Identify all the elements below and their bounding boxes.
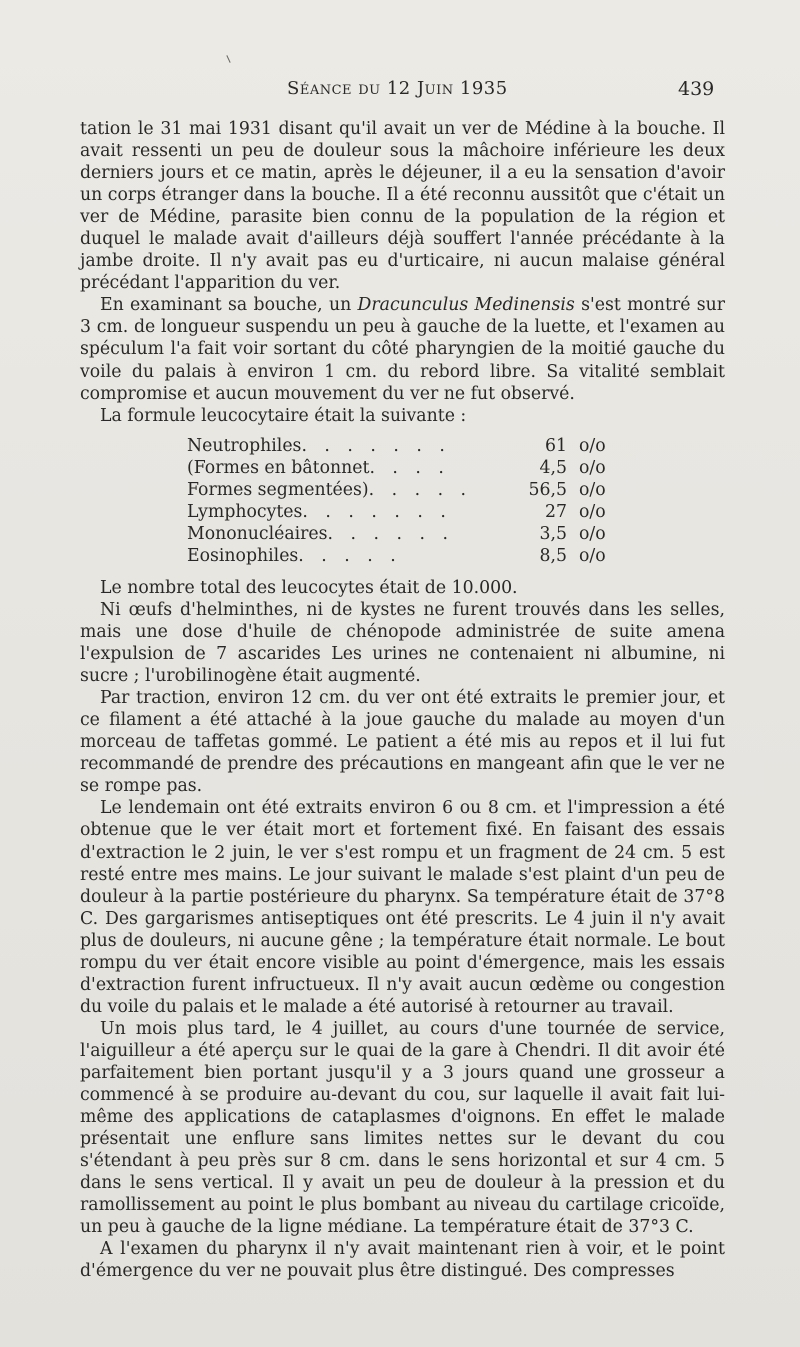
leader-dots: . . . . [369,457,450,478]
formula-unit: o/o [579,523,606,544]
page-number: 439 [678,78,715,100]
formula-label [187,523,497,545]
formula-label [187,435,497,457]
formula-label [187,501,497,523]
formula-value: 3,5 [539,523,567,544]
formula-label [187,545,497,567]
leader-dots: . . . . . . [327,523,454,544]
formula-label [187,479,497,501]
formula-value: 27 [545,501,567,522]
formula-label-text: Formes segmentées) [187,479,369,500]
table-row [187,523,725,545]
formula-label-text: Neutrophiles [187,435,302,456]
table-row [187,435,725,457]
formula-label-text: Mononucléaires [187,523,328,544]
formula-value: 8,5 [539,545,567,566]
leader-dots: . . . . . [368,479,473,500]
paragraph: A l'examen du pharynx il n'y avait maintenant rien à voir, et le point d'émergence du ver ne pouvait plus être distingué. Des compresses [80,1239,725,1282]
formula-unit: o/o [579,545,606,566]
table-row [187,545,725,567]
formula-label-text: Eosinophiles [187,545,299,566]
species-name: Dracunculus Medinensis [357,295,575,316]
paragraph: Ni œufs d'helminthes, ni de kystes ne furent trouvés dans les selles, mais une dose d'huile de chénopode administrée de suite amena l'expulsion de 7 ascarides Les urines ne contenaient ni albumine, ni sucre ; l'urobilinogène était augmenté. [80,599,725,687]
formula-value: 61 [545,435,567,456]
leader-dots: . . . . . . . [302,501,452,522]
formula-value: 4,5 [539,457,567,478]
formula-unit: o/o [579,501,606,522]
formula-label-text: (Formes en bâtonnet [187,457,370,478]
formula-label-text: Lymphocytes [187,501,303,522]
paragraph: Un mois plus tard, le 4 juillet, au cours d'une tournée de service, l'aiguilleur a été aperçu sur le quai de la gare à Chendri. Il dit avoir été parfaitement bien portant jusqu'il y a 3 jours quand une grosseur a commencé à se produire au-devant du cou, sur laquelle il avait fait lui-même des applications de cataplasmes d'oignons. En effet le malade présentait une enflure sans limites nettes sur le devant du cou s'étendant à peu près sur 8 cm. dans le sens horizontal et sur 4 cm. 5 dans le sens vertical. Il y avait un peu de douleur à la pression et du ramollissement au point le plus bombant au niveau du cartilage cricoïde, un peu à gauche de la ligne médiane. La température était de 37°3 C. [80,1018,725,1238]
paragraph: La formule leucocytaire était la suivante : [100,405,467,426]
paragraph-text: s'est montré sur 3 cm. de longueur suspendu un peu à gauche de la luette, et l'examen au spéculum l'a fait voir sortant du côté pharyngien de la moitié gauche du voile du palais à environ 1 cm. du rebord libre. Sa vitalité semblait compromise et aucun mouvement du ver ne fut observé. [80,295,725,404]
table-row [187,501,725,523]
body-text [80,118,725,1282]
paragraph [80,294,725,404]
formula-label [187,457,497,479]
formula-value: 56,5 [528,479,567,500]
page-header [0,78,800,106]
paragraph: Le nombre total des leucocytes était de 10.000. [100,577,518,598]
leader-dots: . . . . . . . [301,435,451,456]
leukocyte-formula-table [80,435,725,567]
table-row [187,457,725,479]
formula-unit: o/o [579,479,606,500]
paragraph: Le lendemain ont été extraits environ 6 ou 8 cm. et l'impression a été obtenue que le ver était mort et fortement fixé. En faisant des essais d'extraction le 2 juin, le ver s'est rompu et un fragment de 24 cm. 5 est resté entre mes mains. Le jour suivant le malade s'est plaint d'un peu de douleur à la partie postérieure du pharynx. Sa température était de 37°8 C. Des gargarismes antiseptiques ont été prescrits. Le 4 juin il n'y avait plus de douleurs, ni aucune gêne ; la température était normale. Le bout rompu du ver était encore visible au point d'émergence, mais les essais d'extraction furent infructueux. Il n'y avait aucun œdème ou congestion du voile du palais et le malade a été autorisé à retourner au travail. [80,798,725,1017]
table-row [187,479,725,501]
paragraph-text: En examinant sa bouche, un [100,295,358,316]
leader-dots: . . . . . [298,545,402,566]
running-head: Séance du 12 Juin 1935 [287,78,508,99]
paragraph: Par traction, environ 12 cm. du ver ont été extraits le premier jour, et ce filament a été attaché à la joue gauche du malade au moyen d'un morceau de taffetas gommé. Le patient a été mis au repos et il lui fut recommandé de prendre des précautions en mangeant afin que le ver ne se rompe pas. [80,688,725,797]
formula-unit: o/o [579,435,606,456]
paragraph: tation le 31 mai 1931 disant qu'il avait un ver de Médine à la bouche. Il avait ressenti un peu de douleur sous la mâchoire inférieure les deux derniers jours et ce matin, après le déjeuner, il a eu la sensation d'avoir un corps étranger dans la bouche. Il a été reconnu aussitôt que c'était un ver de Médine, parasite bien connu de la population de la région et duquel le malade avait d'ailleurs déjà souffert l'année précédante à la jambe droite. Il n'y avait pas eu d'urticaire, ni aucun malaise général précédant l'apparition du ver. [80,119,725,294]
formula-unit: o/o [579,457,606,478]
margin-mark [226,55,230,63]
